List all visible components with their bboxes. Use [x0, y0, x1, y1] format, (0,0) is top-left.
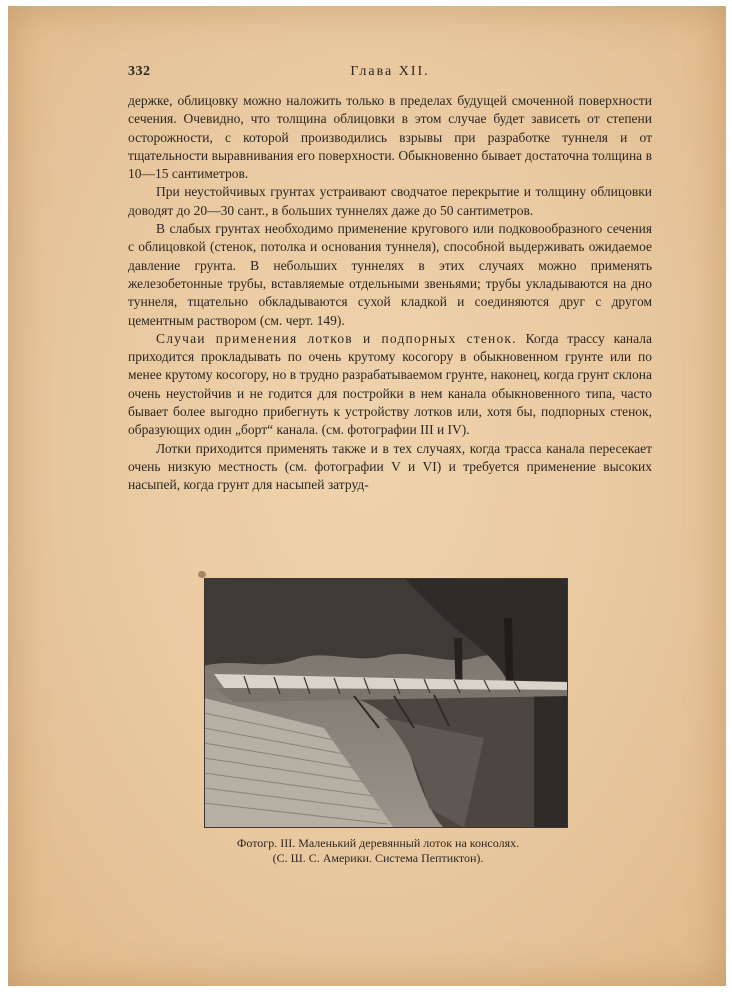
paragraph: Лотки приходится применять также и в тех случаях, когда трасса канала пересекает очень низкую местность (см. фотографии V и VI) и требуется применение высоких насыпей, когда грунт для насыпей затруд- — [128, 440, 652, 493]
page-number: 332 — [128, 64, 151, 79]
section-paragraph — [128, 330, 652, 440]
page-header — [128, 64, 652, 84]
figure-caption — [158, 836, 598, 866]
flume-photo-illustration — [204, 578, 568, 828]
body-text — [128, 92, 652, 495]
paragraph: При неустойчивых грунтах устраивают сводчатое перекрытие и толщину облицовки доводят до 20—30 сант., в больших туннелях даже до 50 сантиметров. — [128, 184, 652, 218]
caption-line: Фотогр. III. Маленький деревянный лоток на консолях. — [236, 836, 520, 850]
paragraph: держке, облицовку можно наложить только в пределах будущей смоченной поверхности сечения. Очевидно, что толщина облицовки в этом случае будет зависеть от степени осторожности, с которой производились взрывы при разработке туннеля и от тщательности выравнивания его поверхности. Обыкновенно бывает достаточна толщина в 10—15 сантиметров. — [128, 93, 652, 182]
book-page — [8, 6, 726, 986]
paragraph: В слабых грунтах необходимо применение кругового или подковообразного сечения с облицовкой (стенок, потолка и основания туннеля), способной выдерживать ожидаемое давление грунта. В небольших туннелях в этих случаях можно применять железобетонные трубы, вставляемые отдельными звеньями; трубы укладываются на дно туннеля, тщательно обкладываются сухой кладкой и соединяются друг с другом цементным раствором (см. черт. 149). — [128, 221, 652, 328]
chapter-title: Глава XII. — [350, 64, 430, 79]
photo-wooden-flume — [204, 578, 568, 828]
section-text: Когда трассу канала приходится прокладывать по очень крутому косогору в обыкновенном грунте или по менее крутому косогору, но в трудно разрабатываемом грунте, наконец, когда грунт склона очень неустойчив и не годится для постройки в нем канала обыкновенного типа, часто бывает более выгодно прибегнуть к устройству лотков или, хотя бы, подпорных стенок, образующих один „борт“ канала. (см. фотографии III и IV). — [128, 330, 652, 438]
section-heading: Случаи применения лотков и подпорных стенок. — [156, 330, 517, 346]
ink-stain — [198, 571, 206, 578]
caption-line: (С. Ш. С. Америки. Система Пептиктон). — [272, 851, 484, 865]
